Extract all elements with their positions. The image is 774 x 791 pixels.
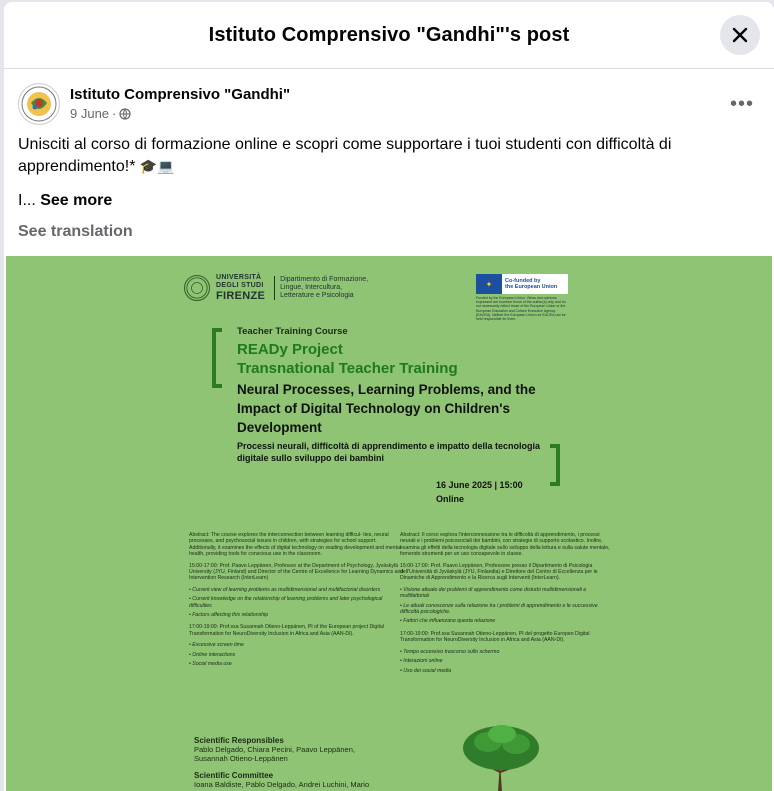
see-more-link[interactable]: See more: [40, 192, 113, 209]
university-logo: [184, 274, 368, 302]
university-seal-icon: [184, 275, 210, 301]
session1-topics-it: [400, 587, 616, 625]
list-item: • Excessive screen time: [189, 642, 405, 648]
session1-en: 15:00-17:00: Prof. Paavo Leppänen, Professor at the Department of Psychology, Jyväskylä University (JYU, Finland) and Director of the Centre of Excellence for Learning Dynamics and Intervention Research (InterLearn): [189, 562, 404, 582]
list-item: • Current view of learning problems as multidimensional and multifactorial disorders: [189, 587, 405, 593]
eu-line-2: the European Union: [505, 284, 558, 290]
eu-badge-text: [502, 278, 557, 291]
session2-topics-en: [189, 642, 405, 667]
course-date: [436, 478, 523, 506]
project-title-line-2: Transnational Teacher Training: [237, 360, 458, 377]
globe-icon: [119, 108, 131, 120]
eu-flag-icon: ✦: [476, 274, 502, 294]
dialog-header: [4, 2, 774, 69]
post-header: [18, 82, 760, 126]
school-logo-icon: [20, 85, 58, 123]
english-column: [189, 532, 405, 674]
post-text: [18, 134, 718, 178]
more-options-icon[interactable]: •••: [729, 92, 754, 115]
course-title-it: Processi neurali, difficoltà di apprendimento e impatto della tecnologia digitale sullo sviluppo dei bambini: [237, 441, 541, 463]
eu-line-1: Co-funded by: [505, 277, 541, 284]
list-item: • Tempo eccessivo trascorso sullo schermo: [400, 649, 616, 655]
uni-line-3: FIRENZE: [216, 290, 266, 302]
dialog-title: Istituto Comprensivo "Gandhi"'s post: [208, 23, 570, 46]
list-item: • Le attuali conoscenze sulla relazione tra i problemi di apprendimento e le successive difficoltà psicologiche.: [400, 603, 616, 616]
session1-topics-en: [189, 587, 405, 619]
project-title-line-1: READy Project: [237, 341, 343, 358]
list-item: • Interazioni online: [400, 658, 616, 664]
date-separator: ·: [112, 106, 117, 121]
eu-disclaimer: Funded by the European Union. Views and opinions expressed are however those of the author(s) only and do not necessarily reflect those of the European Union or the European Education and Culture Executive Agency (EACEA). Neither the European Union nor EACEA can be held responsible for them.: [476, 296, 566, 322]
post-author[interactable]: Istituto Comprensivo "Gandhi": [70, 86, 291, 103]
course-title-en: Neural Processes, Learning Problems, and the Impact of Digital Technology on Children's Development: [237, 382, 536, 435]
abstract-it: Abstract: Il corso esplora l'interconnessione tra le difficoltà di apprendimento, i processi neurali e i problemi psicosociali dei bambini, con strategie di supporto scolastico. Inoltre, esamina gli effetti della tecnologia digitale sullo sviluppo della lettura e sulla salute mentale, fornendo strumenti per un uso consapevole in classe.: [400, 532, 610, 558]
post-body: Unisciti al corso di formazione online e scopri come supportare i tuoi studenti con difficoltà di apprendimento!*: [18, 136, 672, 175]
department-name: [274, 276, 368, 300]
sci-comm-names: Ioana Baldiste, Pablo Delgado, Andrei Luchini, Mario: [194, 780, 370, 789]
sci-resp-names: Pablo Delgado, Chiara Pecini, Paavo Leppänen, Susannah Otieno-Leppänen: [194, 745, 355, 763]
session1-it: 15:00-17:00: Prof. Paavo Leppänen, Professore presso il Dipartimento di Psicologia dell'Università di Jyväskylä (JYU, Finlandia) e Direttore del Centro di Eccellenza per le Dinamiche di Apprendimento e la Ricerca sugli Interventi (InterLearn).: [400, 562, 598, 582]
abstract-en: Abstract: The course explores the interconnection between learning difficul- ties, neural processes, and psychosocial issues in children, with strategies for school support. Additionally, it examines the effects of digital technology on reading development and mental health, providing tools for conscious use in the classroom.: [189, 532, 402, 558]
eu-badge: [476, 274, 568, 294]
close-icon: [730, 25, 750, 45]
project-title: [237, 340, 458, 378]
post-image[interactable]: [6, 256, 772, 791]
tree-illustration-icon: [458, 722, 544, 791]
uni-line-1: UNIVERSITÀ: [216, 274, 262, 281]
dept-line-3: Letterature e Psicologia: [280, 292, 354, 299]
see-translation-link[interactable]: See translation: [18, 223, 133, 240]
avatar[interactable]: [18, 83, 60, 125]
post-date-row: [70, 105, 290, 123]
left-bracket: [212, 328, 222, 388]
eu-funding-block: [476, 274, 568, 321]
list-item: • Fattori che influenzano questa relazione: [400, 618, 616, 624]
post-dialog: [4, 2, 774, 791]
session2-it: 17:00-19:00: Prof.ssa Susannah Otieno-Leppänen, PI del progetto Europeo Digital Transformation for NeuroDiversity Inclusion in Africa and Asia (AAN-DI).: [400, 630, 590, 644]
list-item: • Visione attuale dei problemi di apprendimento come disturbi multidimensionali e multifattoriali: [400, 587, 616, 600]
uni-line-2: DEGLI STUDI: [216, 282, 264, 289]
course-mode: Online: [436, 494, 465, 504]
university-name: [216, 274, 265, 302]
see-more-row: [18, 190, 112, 212]
list-item: • Online interactions: [189, 652, 405, 658]
dept-line-2: Lingue, Intercultura,: [280, 284, 343, 291]
dept-line-1: Dipartimento di Formazione,: [280, 276, 369, 283]
truncated-text: I...: [18, 192, 36, 209]
course-datetime: 16 June 2025 | 15:00: [436, 480, 523, 490]
list-item: • Current knowledge on the relationship of learning problems and later psychological difficulties: [189, 596, 405, 609]
right-bracket: [550, 444, 560, 486]
italian-column: [400, 532, 616, 680]
sci-comm-title: Scientific Committee: [194, 771, 274, 780]
course-label: Teacher Training Course: [237, 326, 348, 337]
sci-resp-title: Scientific Responsibles: [194, 736, 284, 745]
post-date[interactable]: 9 June: [70, 106, 110, 121]
list-item: • Factors affecting this relationship: [189, 612, 405, 618]
session2-topics-it: [400, 649, 616, 674]
scientific-credits: [194, 736, 369, 789]
list-item: • Social media use: [189, 661, 405, 667]
post-meta: [70, 85, 290, 123]
graduation-laptop-emoji: 🎓💻: [139, 159, 175, 175]
close-button[interactable]: [720, 15, 760, 55]
list-item: • Uso dei social media: [400, 668, 616, 674]
session2-en: 17:00-19:00: Prof.ssa Susannah Otieno-Leppänen, PI of the European project Digital Transformation for NeuroDiversity Inclusion in Africa and Asia (AAN-DI).: [189, 624, 384, 637]
